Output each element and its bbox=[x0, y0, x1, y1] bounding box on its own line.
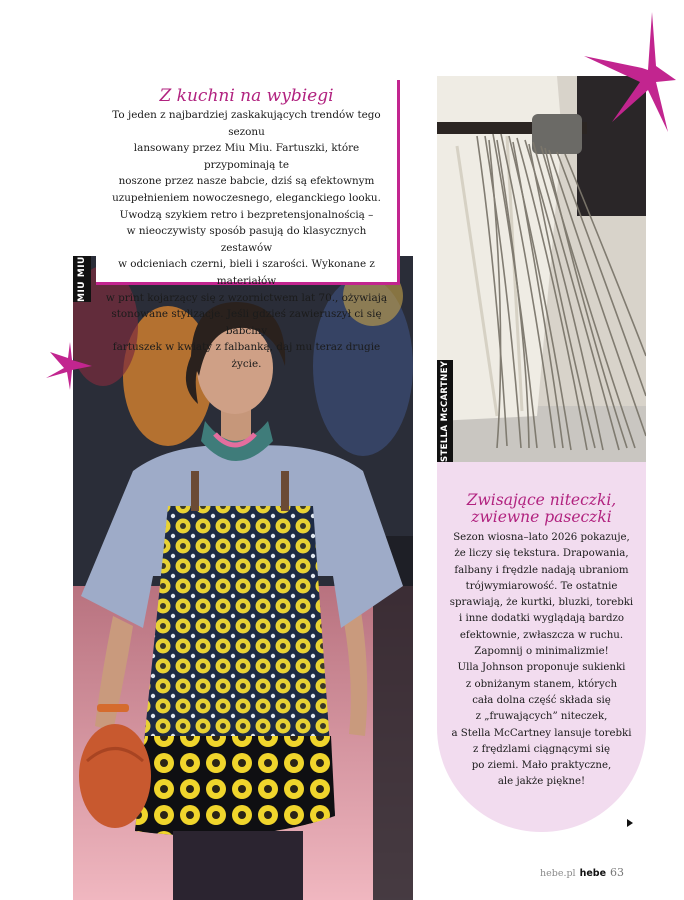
body-line: z „fruwających” niteczek, bbox=[475, 711, 608, 723]
body-line: stonowane stylizacje. Jeśli gdzieś zawieruszył ci się babciny bbox=[111, 308, 382, 337]
body-line: sprawiają, że kurtki, bluzki, torebki bbox=[449, 597, 634, 609]
body-line: z frędzlami ciągnącymi się bbox=[473, 743, 610, 755]
footer-brand-logo: hebe bbox=[579, 868, 607, 879]
body-line: noszone przez nasze babcie, dziś są efektownym bbox=[118, 175, 375, 188]
body-line: trójwymiarowość. Te ostatnie bbox=[465, 580, 618, 592]
heading-line: Zwisające niteczki, bbox=[466, 491, 617, 509]
body-line: uzupełnieniem nowoczesnego, eleganckiego looku. bbox=[112, 191, 381, 204]
body-line: Ulla Johnson proponuje sukienki bbox=[457, 662, 626, 674]
body-line: w print kojarzący się z wzornictwem lat 70., ożywiają bbox=[105, 291, 388, 304]
body-line: Uwodzą szykiem retro i bezpretensjonalnością – bbox=[119, 208, 374, 221]
article-heading bbox=[437, 492, 646, 526]
sparkle-star-icon bbox=[582, 10, 678, 140]
page-footer bbox=[540, 866, 630, 882]
article-body bbox=[104, 107, 389, 373]
body-line: To jeden z najbardziej zaskakujących trendów tego sezonu bbox=[112, 109, 381, 138]
body-line: w nieoczywisty sposób pasują do klasycznych zestawów bbox=[126, 225, 367, 254]
body-line: i inne dodatki wyglądają bardzo bbox=[458, 613, 625, 625]
heading-line: zwiewne paseczki bbox=[471, 508, 612, 526]
body-line: falbany i frędzle nadają ubraniom bbox=[454, 564, 629, 576]
footer-site: hebe.pl bbox=[540, 868, 576, 879]
body-line: lansowany przez Miu Miu. Fartuszki, które przypominają te bbox=[133, 142, 360, 171]
body-line: a Stella McCartney lansuje torebki bbox=[451, 727, 632, 739]
sparkle-star-icon bbox=[42, 340, 94, 392]
body-line: efektownie, zwłaszcza w ruchu. bbox=[459, 629, 624, 641]
article-body bbox=[437, 530, 646, 791]
body-line: fartuszek w kwiaty z falbanką, daj mu teraz drugie życie. bbox=[112, 341, 381, 370]
body-line: z obniżanym stanem, których bbox=[465, 678, 618, 690]
article-card-kitchen-to-runway bbox=[96, 80, 400, 370]
body-line: Sezon wiosna–lato 2026 pokazuje, bbox=[453, 532, 630, 543]
body-line: cała dolna część składa się bbox=[472, 694, 611, 706]
body-line: że liczy się tekstura. Drapowania, bbox=[454, 548, 629, 560]
photo-credit-stella-mccartney: STELLA McCARTNEY bbox=[437, 360, 453, 462]
next-page-arrow-icon bbox=[627, 819, 633, 827]
body-line: Zapomnij o minimalizmie! bbox=[474, 646, 609, 658]
body-line: ale jakże piękne! bbox=[497, 776, 586, 788]
article-heading: Z kuchni na wybiegi bbox=[159, 86, 334, 106]
body-line: po ziemi. Mało praktyczne, bbox=[471, 760, 612, 772]
article-card-fringes bbox=[437, 462, 646, 832]
photo-credit-miu-miu: MIU MIU bbox=[73, 256, 91, 302]
body-line: w odcieniach czerni, bieli i szarości. Wykonane z materiałów bbox=[118, 258, 375, 287]
page-number: 63 bbox=[610, 866, 625, 879]
